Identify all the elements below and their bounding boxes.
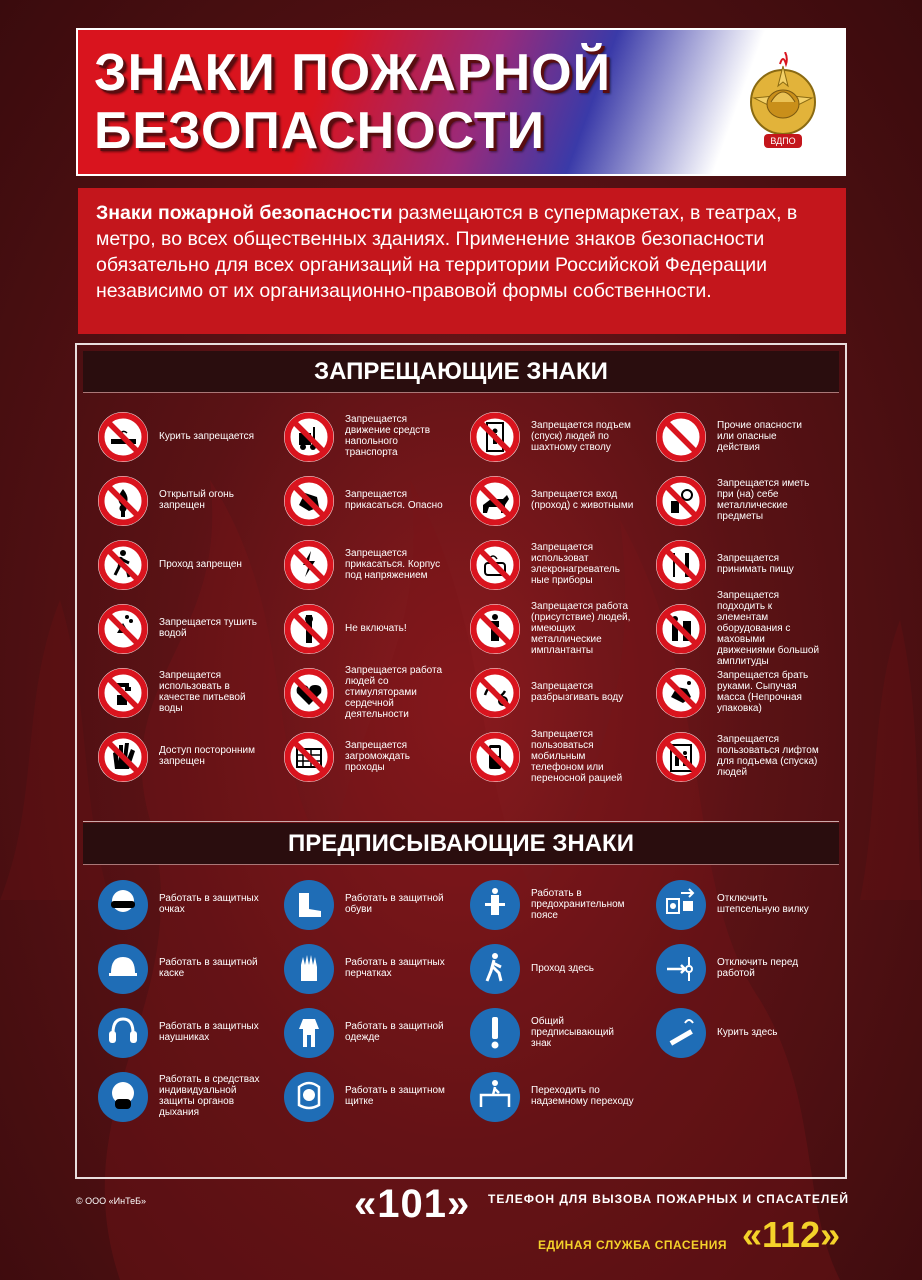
no-pedestrians-icon <box>97 539 149 591</box>
fire-phone-text: ТЕЛЕФОН ДЛЯ ВЫЗОВА ПОЖАРНЫХ И СПАСАТЕЛЕЙ <box>488 1192 849 1206</box>
no-shaft-lift-icon <box>469 411 521 463</box>
sign-label: Работать в защитной обуви <box>345 893 444 915</box>
goggles-icon <box>97 879 149 931</box>
sign-label: Работать в защитной одежде <box>345 1021 444 1043</box>
disconnect-icon <box>655 943 707 995</box>
sign-label: Запрещается пользоваться мобильным телефоном или переносной рацией <box>531 728 623 784</box>
respirator-icon <box>97 1071 149 1123</box>
mandatory-title: ПРЕДПИСЫВАЮЩИЕ ЗНАКИ <box>83 823 839 865</box>
no-approach-machinery-icon <box>655 603 707 655</box>
prohibit-sign <box>449 599 635 657</box>
walk-here-icon <box>469 943 521 995</box>
prohibit-sign <box>77 407 263 465</box>
sign-label: Запрещается использоват элекронагреватель ные приборы <box>531 542 620 586</box>
prohibit-sign <box>449 663 635 721</box>
no-eating-icon <box>655 539 707 591</box>
prohibit-sign <box>263 727 449 785</box>
safety-belt-icon <box>469 879 521 931</box>
mandatory-sign <box>77 1003 263 1061</box>
sign-label: Запрещается подходить к элементам оборудования с маховыми движениями большой амплитуды <box>717 589 820 667</box>
signs-panel <box>75 343 847 1179</box>
sign-label: Запрещается прикасаться. Корпус под напряжением <box>345 547 441 581</box>
mandatory-sign <box>77 875 263 933</box>
sign-label: Запрещается пользоваться лифтом для подъема (спуска) людей <box>717 734 819 778</box>
prohibit-sign <box>263 535 449 593</box>
sign-label: Работать в предохранительном поясе <box>531 887 625 921</box>
mandatory-sign <box>263 875 449 933</box>
intro-text <box>78 188 846 334</box>
sign-label: Прочие опасности или опасные действия <box>717 419 803 453</box>
sign-label: Запрещается иметь при (на) себе металлические предметы <box>717 478 810 522</box>
no-open-fire-icon <box>97 475 149 527</box>
prohibit-sign <box>263 663 449 721</box>
mandatory-sign <box>635 1003 821 1061</box>
mandatory-sign <box>263 939 449 997</box>
protective-clothing-icon <box>283 1007 335 1059</box>
sign-label: Не включать! <box>345 622 407 634</box>
overpass-icon <box>469 1071 521 1123</box>
no-metal-objects-icon <box>655 475 707 527</box>
prohibit-sign <box>449 535 635 593</box>
sign-label: Работать в средствах индивидуальной защиты органов дыхания <box>159 1074 260 1118</box>
no-water-extinguish-icon <box>97 603 149 655</box>
prohibit-sign <box>263 407 449 465</box>
intro-bold: Знаки пожарной безопасности <box>96 202 393 224</box>
smoking-area-icon <box>655 1007 707 1059</box>
sign-label: Запрещается принимать пищу <box>717 553 794 575</box>
prohibit-sign <box>77 727 263 785</box>
no-hand-pick-icon <box>655 667 707 719</box>
fire-phone-number: «101» <box>354 1182 471 1226</box>
sign-label: Запрещается тушить водой <box>159 617 257 639</box>
sign-label: Курить здесь <box>717 1026 778 1038</box>
prohibit-sign <box>635 471 821 529</box>
mandatory-sign <box>449 1067 635 1125</box>
sign-label: Запрещается работа (присутствие) людей, имеющих металлические имплантанты <box>531 600 631 656</box>
sign-label: Проход запрещен <box>159 558 242 570</box>
prohibit-sign <box>635 407 821 465</box>
mandatory-sign <box>635 939 821 997</box>
sign-label: Переходить по надземному переходу <box>531 1085 634 1107</box>
general-mandatory-icon <box>469 1007 521 1059</box>
sign-label: Запрещается разбрызгивать воду <box>531 681 624 703</box>
sign-label: Запрещается загромождать проходы <box>345 739 410 773</box>
unplug-icon <box>655 879 707 931</box>
sign-label: Работать в защитных очках <box>159 893 259 915</box>
sign-label: Запрещается брать руками. Сыпучая масса (Непрочная упаковка) <box>717 670 809 714</box>
sign-label: Проход здесь <box>531 962 595 974</box>
sign-label: Работать в защитном щитке <box>345 1085 445 1107</box>
no-lift-icon <box>655 731 707 783</box>
section-divider <box>83 821 839 822</box>
sign-label: Общий предписывающий знак <box>531 1015 615 1049</box>
no-pacemaker-icon <box>283 667 335 719</box>
no-mobile-phone-icon <box>469 731 521 783</box>
no-forklift-icon <box>283 411 335 463</box>
prohibit-sign <box>635 663 821 721</box>
no-general-icon <box>655 411 707 463</box>
emergency-service-text: ЕДИНАЯ СЛУЖБА СПАСЕНИЯ <box>538 1238 727 1252</box>
emergency-number: «112» <box>742 1214 841 1255</box>
no-touch-voltage-icon <box>283 539 335 591</box>
page-title: ЗНАКИ ПОЖАРНОЙ БЕЗОПАСНОСТИ <box>94 44 611 160</box>
intro-body: размещаются в супермаркетах, в театрах, в метро, во всех общественных зданиях. Применение знаков безопасности обязательно для всех организаций на территории Российской Федерации независимо от их организационно-правовой формы собственности. <box>96 202 798 302</box>
ear-protection-icon <box>97 1007 149 1059</box>
no-implants-icon <box>469 603 521 655</box>
mandatory-sign <box>635 875 821 933</box>
no-touch-icon <box>283 475 335 527</box>
sign-label: Запрещается работа людей со стимуляторами сердечной деятельности <box>345 664 443 720</box>
mandatory-sign <box>77 939 263 997</box>
prohibit-sign <box>449 407 635 465</box>
no-unauthorized-icon <box>97 731 149 783</box>
mandatory-sign <box>449 939 635 997</box>
emblem-label: ВДПО <box>770 136 796 146</box>
prohibit-sign <box>635 589 821 667</box>
sign-label: Работать в защитных перчатках <box>345 957 445 979</box>
helmet-icon <box>97 943 149 995</box>
prohibit-sign <box>635 727 821 785</box>
sign-label: Курить запрещается <box>159 430 255 442</box>
prohibit-title: ЗАПРЕЩАЮЩИЕ ЗНАКИ <box>83 351 839 393</box>
prohibit-sign <box>449 727 635 785</box>
sign-label: Запрещается прикасаться. Опасно <box>345 489 443 511</box>
sign-label: Запрещается вход (проход) с животными <box>531 489 634 511</box>
gloves-icon <box>283 943 335 995</box>
mandatory-sign <box>449 875 635 933</box>
vdpo-emblem-icon <box>744 52 822 160</box>
prohibit-sign <box>263 471 449 529</box>
no-obstruct-icon <box>283 731 335 783</box>
face-shield-icon <box>283 1071 335 1123</box>
sign-label: Доступ посторонним запрещен <box>159 745 255 767</box>
sign-label: Запрещается движение средств напольного транспорта <box>345 414 431 458</box>
sign-label: Запрещается использовать в качестве питьевой воды <box>159 670 246 714</box>
prohibit-sign <box>263 599 449 657</box>
mandatory-sign <box>77 1067 263 1125</box>
no-switch-on-icon <box>283 603 335 655</box>
prohibit-sign <box>77 663 263 721</box>
sign-label: Отключить перед работой <box>717 957 799 979</box>
sign-label: Работать в защитных наушниках <box>159 1021 259 1043</box>
no-smoking-icon <box>97 411 149 463</box>
no-drinking-water-icon <box>97 667 149 719</box>
safety-boots-icon <box>283 879 335 931</box>
header-banner <box>76 28 846 176</box>
no-heaters-icon <box>469 539 521 591</box>
prohibit-sign <box>635 535 821 593</box>
mandatory-sign <box>263 1067 449 1125</box>
sign-label: Работать в защитной каске <box>159 957 258 979</box>
sign-label: Отключить штепсельную вилку <box>717 893 809 915</box>
prohibit-sign <box>77 535 263 593</box>
no-animals-icon <box>469 475 521 527</box>
prohibit-sign <box>449 471 635 529</box>
sign-label: Запрещается подъем (спуск) людей по шахтному стволу <box>531 419 631 453</box>
copyright: © ООО «ИнТеБ» <box>76 1196 146 1206</box>
prohibit-sign <box>77 599 263 657</box>
mandatory-sign <box>449 1003 635 1061</box>
prohibit-sign <box>77 471 263 529</box>
mandatory-sign <box>263 1003 449 1061</box>
sign-label: Открытый огонь запрещен <box>159 489 234 511</box>
no-water-spray-icon <box>469 667 521 719</box>
